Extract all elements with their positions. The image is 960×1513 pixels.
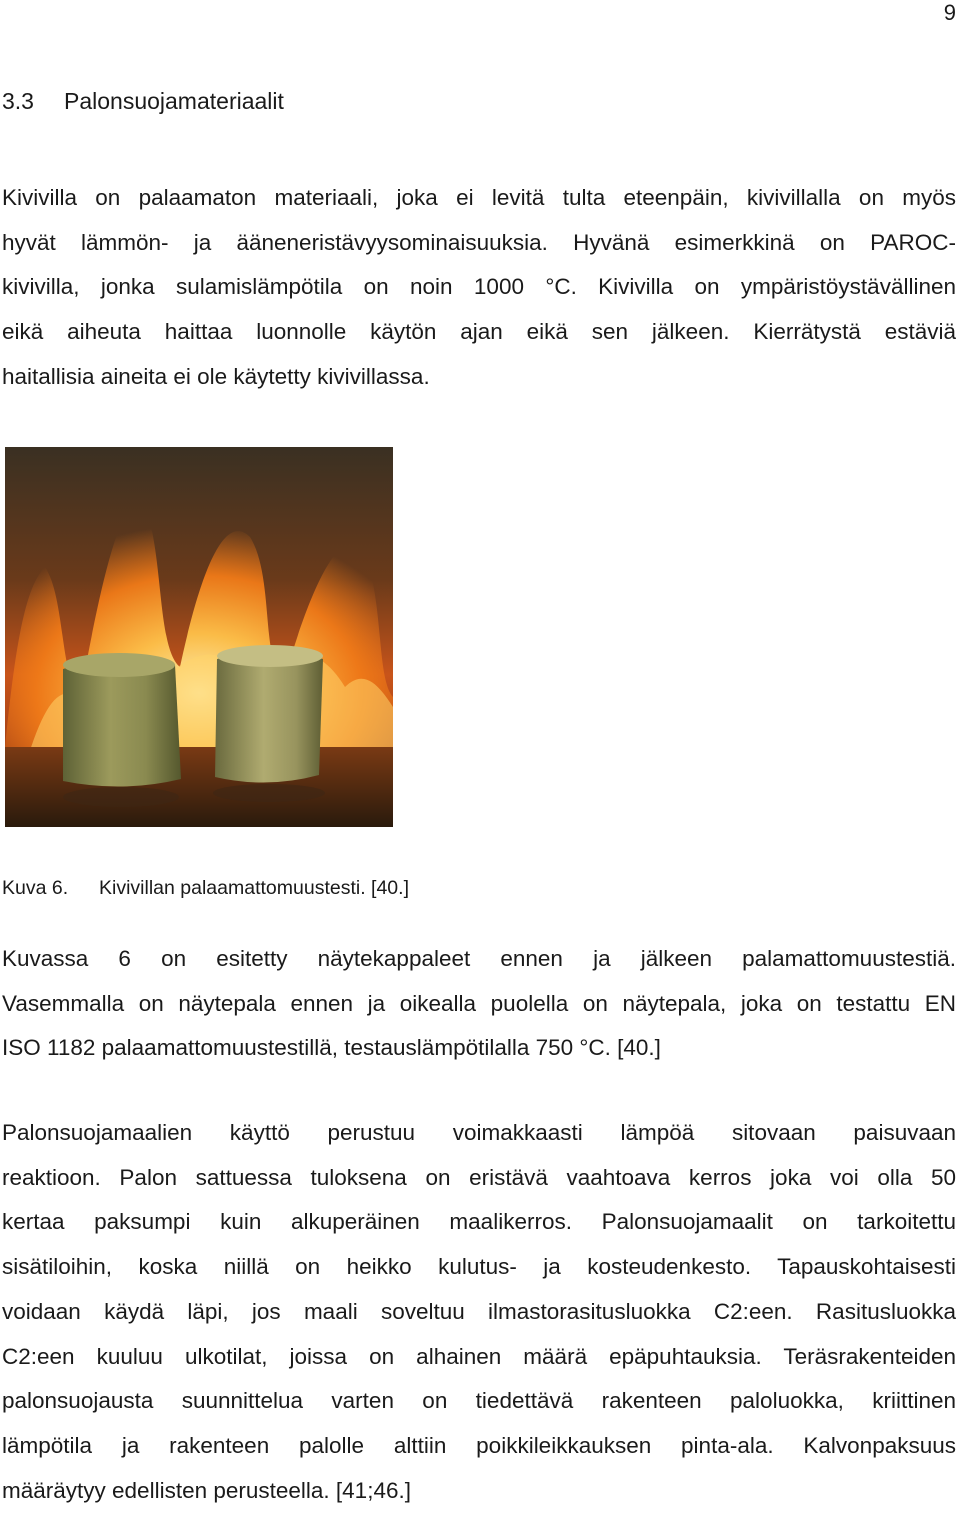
paragraph-line: Kivivilla on palaamaton materiaali, joka ei levitä tulta eteenpäin, kivivillalla on myös <box>2 185 956 210</box>
page-number: 9 <box>943 0 956 25</box>
section-number: 3.3 <box>2 88 34 114</box>
paragraph-figure-description <box>2 937 956 1071</box>
paragraph-line: C2:een kuuluu ulkotilat, joissa on alhainen määrä epäpuhtauksia. Teräsrakenteiden <box>2 1343 956 1369</box>
paragraph-line: hyvät lämmön- ja ääneneristävyysominaisuuksia. Hyvänä esimerkkinä on PAROC- <box>2 229 956 255</box>
paragraph-line: Palonsuojamaalien käyttö perustuu voimakkaasti lämpöä sitovaan paisuvaan <box>2 1120 956 1145</box>
figure-fire-test-photo <box>5 447 393 827</box>
paragraph-line: reaktioon. Palon sattuessa tuloksena on eristävä vaahtoava kerros joka voi olla 50 <box>2 1164 956 1190</box>
paragraph-line: haitallisia aineita ei ole käytetty kivivillassa. <box>2 363 430 389</box>
paragraph-mineral-wool <box>2 176 956 400</box>
paragraph-line: kertaa paksumpi kuin alkuperäinen maalikerros. Palonsuojamaalit on tarkoitettu <box>2 1209 956 1235</box>
paragraph-line: kivivilla, jonka sulamislämpötila on noin 1000 °C. Kivivilla on ympäristöystävällinen <box>2 274 956 300</box>
caption-text: Kivivillan palaamattomuustesti. [40.] <box>99 877 409 899</box>
caption-label: Kuva 6. <box>2 877 69 899</box>
paragraph-line: ISO 1182 palaamattomuustestillä, testauslämpötilalla 750 °C. [40.] <box>2 1035 661 1061</box>
paragraph-line: Vasemmalla on näytepala ennen ja oikealla puolella on näytepala, joka on testattu EN <box>2 990 956 1016</box>
paragraph-line: lämpötila ja rakenteen palolle alttiin poikkileikkauksen pinta-ala. Kalvonpaksuus <box>2 1432 956 1458</box>
section-heading <box>2 88 284 115</box>
paragraph-line: sisätiloihin, koska niillä on heikko kulutus- ja kosteudenkesto. Tapauskohtaisesti <box>2 1254 956 1280</box>
paragraph-line: palonsuojausta suunnittelua varten on tiedettävä rakenteen paloluokka, kriittinen <box>2 1388 956 1414</box>
paragraph-line: määräytyy edellisten perusteella. [41;46.] <box>2 1477 411 1503</box>
fire-test-illustration <box>5 447 393 827</box>
section-title: Palonsuojamateriaalit <box>64 88 284 114</box>
figure-caption <box>2 877 409 900</box>
paragraph-line: eikä aiheuta haittaa luonnolle käytön ajan eikä sen jälkeen. Kierrätystä estäviä <box>2 319 956 345</box>
paragraph-line: Kuvassa 6 on esitetty näytekappaleet ennen ja jälkeen palamattomuustestiä. <box>2 946 956 971</box>
paragraph-line: voidaan käydä läpi, jos maali soveltuu ilmastorasitusluokka C2:een. Rasitusluokka <box>2 1298 956 1324</box>
paragraph-fireproof-paints <box>2 1111 956 1513</box>
